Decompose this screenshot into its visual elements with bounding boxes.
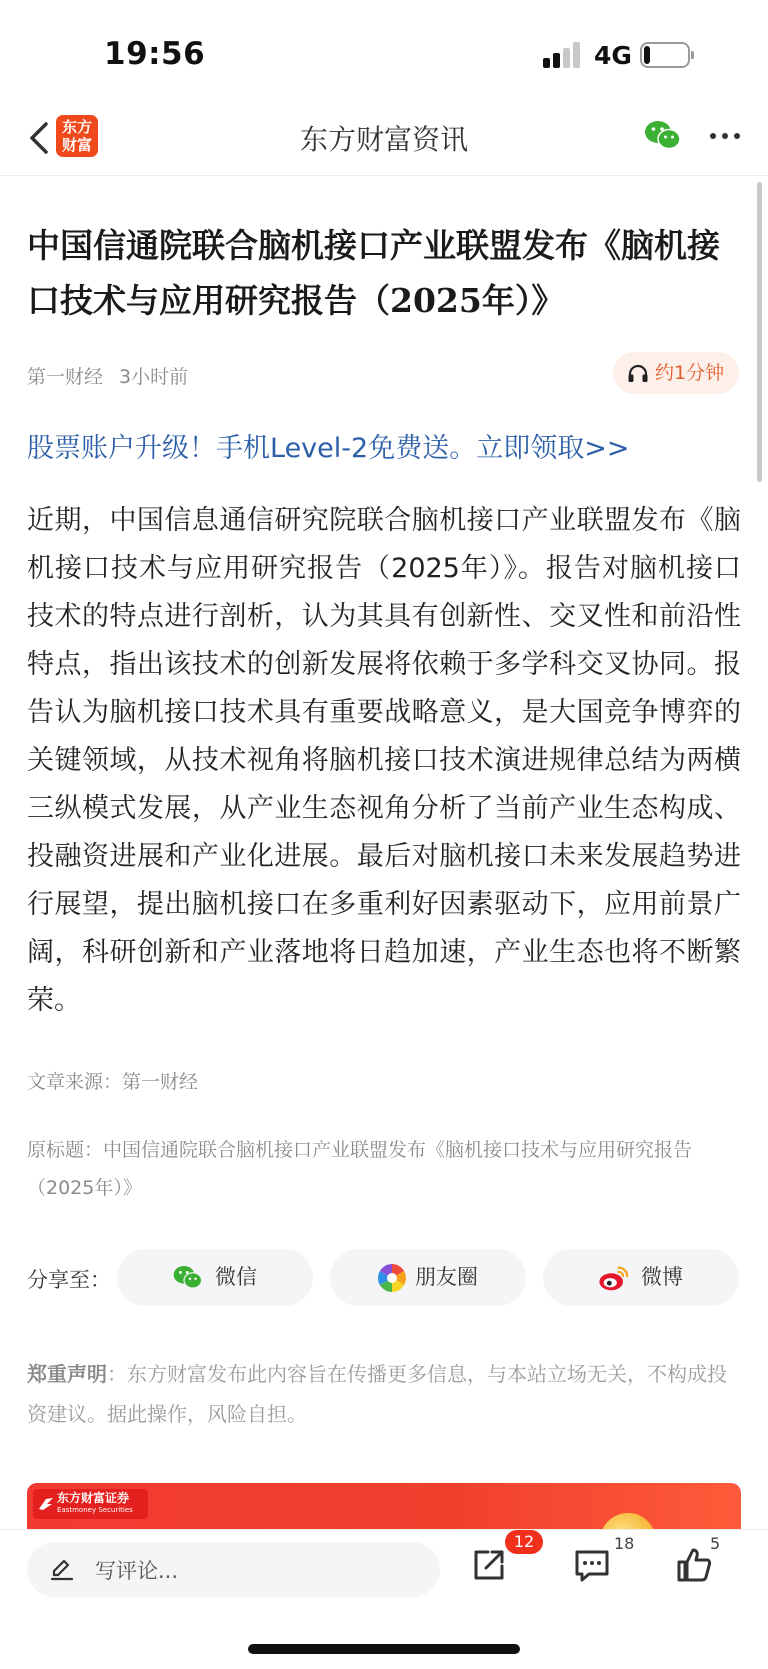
share-weibo-button[interactable] (543, 1249, 739, 1306)
signal-icon (543, 42, 583, 68)
network-type: 4G (594, 41, 632, 70)
status-bar (0, 0, 768, 100)
nav-bar (0, 100, 768, 176)
banner-brand-logo (33, 1489, 148, 1519)
banner-brand-en: Eastmoney Securities (57, 1506, 133, 1514)
original-title: 原标题：中国信通院联合脑机接口产业联盟发布《脑机接口技术与应用研究报告（2025年）》 (27, 1139, 693, 1199)
moments-icon (377, 1263, 407, 1293)
article-time: 3小时前 (119, 366, 189, 388)
status-time: 19:56 (104, 36, 206, 72)
share-count-badge: 12 (505, 1530, 543, 1554)
battery-icon (640, 42, 694, 68)
share-button[interactable] (468, 1544, 510, 1586)
home-indicator (248, 1644, 520, 1654)
share-moments-button[interactable] (330, 1249, 526, 1306)
share-wechat-button[interactable] (117, 1249, 313, 1306)
pen-icon (49, 1556, 75, 1582)
article-title: 中国信通院联合脑机接口产业联盟发布《脑机接口技术与应用研究报告（2025年）》 (27, 226, 720, 320)
listen-button[interactable] (613, 352, 739, 394)
share-label: 分享至： (27, 1268, 111, 1292)
share-icon (468, 1544, 510, 1586)
app-logo: 东方财富 (56, 115, 98, 157)
comment-input[interactable] (27, 1542, 440, 1597)
comment-placeholder: 写评论... (95, 1559, 179, 1583)
like-count: 5 (710, 1534, 721, 1553)
share-weibo-label: 微博 (641, 1265, 683, 1289)
more-button[interactable] (707, 118, 743, 154)
comment-button[interactable] (571, 1544, 613, 1586)
read-time-label: 约1分钟 (655, 362, 725, 384)
disclaimer-text: ：东方财富发布此内容旨在传播更多信息，与本站立场无关，不构成投资建议。据此操作，风险自担。 (27, 1362, 727, 1426)
article-source: 第一财经 (27, 366, 104, 388)
wechat-share-button[interactable] (643, 118, 683, 154)
article-source-line: 文章来源：第一财经 (27, 1071, 199, 1093)
wechat-icon (172, 1263, 204, 1293)
banner-brand-cn: 东方财富证券 (57, 1491, 130, 1505)
disclaimer (27, 1354, 741, 1434)
article-meta (27, 362, 188, 389)
weibo-icon (598, 1263, 630, 1293)
headphone-icon (627, 363, 649, 383)
comment-icon (571, 1544, 613, 1586)
bottom-action-bar (0, 1529, 768, 1669)
promo-link[interactable]: 股票账户升级！手机Level-2免费送。立即领取>> (27, 433, 630, 464)
more-icon (707, 118, 743, 154)
article-body: 近期，中国信息通信研究院联合脑机接口产业联盟发布《脑机接口技术与应用研究报告（2025年）》。报告对脑机接口技术的特点进行剖析，认为其具有创新性、交叉性和前沿性特点，指出该技术的创新发展将依赖于多学科交叉协同。报告认为脑机接口技术具有重要战略意义，是大国竞争博弈的关键领域，从技术视角将脑机接口技术演进规律总结为两横三纵模式发展，从产业生态视角分析了当前产业生态构成、投融资进展和产业化进展。最后对脑机接口未来发展趋势进行展望，提出脑机接口在多重利好因素驱动下，应用前景广阔，科研创新和产业落地将日趋加速，产业生态也将不断繁荣。 (27, 505, 741, 1016)
wechat-icon (643, 118, 683, 154)
share-wechat-label: 微信 (215, 1265, 257, 1289)
scroll-indicator[interactable] (757, 182, 762, 482)
page-title: 东方财富资讯 (299, 123, 468, 156)
comment-count: 18 (614, 1534, 635, 1553)
disclaimer-label: 郑重声明 (27, 1362, 107, 1386)
brand-wing-icon (38, 1497, 54, 1511)
share-moments-label: 朋友圈 (415, 1265, 478, 1289)
